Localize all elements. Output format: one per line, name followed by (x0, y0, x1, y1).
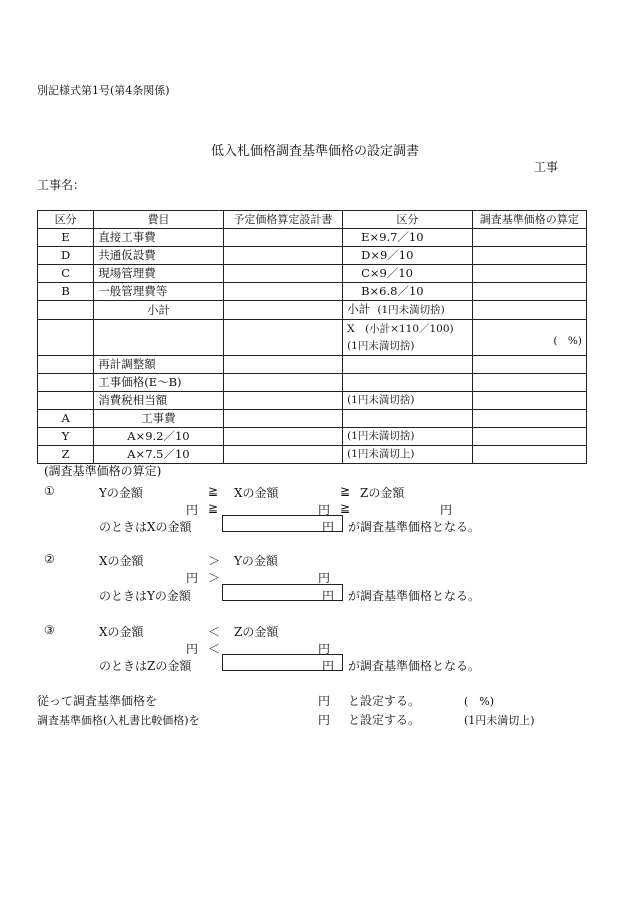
case1-right: Zの金額 (360, 486, 405, 500)
row-himoku: 工事価格(E～B) (94, 374, 223, 392)
case1-mid: Xの金額 (234, 486, 279, 500)
case1-left: Yの金額 (99, 486, 143, 500)
table-row (38, 247, 587, 265)
table-row (38, 265, 587, 283)
row-formula: C×9／10 (343, 265, 472, 283)
row-yotei-cell[interactable] (223, 247, 342, 265)
document-title: 低入札価格調査基準価格の設定調書 (210, 144, 419, 159)
x-percent-note: ( %) (553, 335, 582, 347)
row-kubun (38, 320, 94, 356)
case2-left: Xの金額 (99, 554, 144, 568)
case3-left: Xの金額 (99, 625, 144, 639)
row-yotei-cell[interactable] (223, 374, 342, 392)
row-himoku: 小計 (94, 301, 223, 320)
row-himoku (94, 320, 223, 356)
header-kubun: 区分 (38, 211, 94, 229)
row-calc-cell[interactable] (472, 428, 586, 446)
row-formula: E×9.7／10 (343, 229, 472, 247)
row-yotei-cell[interactable] (223, 229, 342, 247)
case1-yen-c: 円 (440, 503, 453, 517)
table-row (38, 283, 587, 301)
koji-name-label: 工事名： (37, 178, 86, 192)
form-number-label: 別記様式第1号(第4条関係) (37, 84, 170, 97)
case2-mid: Yの金額 (234, 554, 278, 568)
row-kubun: Y (38, 428, 94, 446)
table-row (38, 410, 587, 428)
row-kubun (38, 301, 94, 320)
row-kubun: C (38, 265, 94, 283)
row-himoku: A×7.5／10 (94, 446, 223, 464)
case2-number: ② (44, 552, 55, 566)
table-row (38, 374, 587, 392)
row-kubun: D (38, 247, 94, 265)
row-yotei-cell[interactable] (223, 265, 342, 283)
case2-then-label: のときはYの金額 (99, 589, 191, 603)
row-calc-cell[interactable] (472, 229, 586, 247)
case3-then-label: のときはZの金額 (99, 659, 192, 673)
row-formula: D×9／10 (343, 247, 472, 265)
row-himoku: 工事費 (94, 410, 223, 428)
x-rounding-note: (1円未満切捨) (347, 340, 415, 352)
case1-box-yen: 円 (322, 520, 335, 534)
row-formula (343, 374, 472, 392)
case1-op: ≧ (208, 484, 219, 498)
header-himoku: 費目 (94, 211, 223, 229)
row-himoku: 再計調整額 (94, 356, 223, 374)
case2-box-yen: 円 (322, 589, 335, 603)
row-formula: (1円未満切捨) (343, 428, 472, 446)
case3-yen-a: 円 (186, 642, 199, 656)
subtotal-rounding-note: (1円未満切捨) (377, 304, 445, 316)
case3-mid: Zの金額 (234, 625, 279, 639)
row-formula (343, 320, 472, 356)
row-kubun (38, 374, 94, 392)
table-row (38, 446, 587, 464)
calc-section-title: (調査基準価格の算定) (44, 464, 162, 478)
cost-table (37, 210, 587, 464)
row-kubun: Z (38, 446, 94, 464)
table-row (38, 392, 587, 410)
table-header-row (38, 211, 587, 229)
conclusion-line1-label: 従って調査基準価格を (37, 694, 158, 708)
case2-op-repeat: ＞ (208, 571, 221, 585)
row-kubun: E (38, 229, 94, 247)
case3-op: ＜ (208, 625, 221, 639)
conclusion-line1-note: ( %) (464, 695, 495, 708)
row-himoku: 一般管理費等 (94, 283, 223, 301)
row-formula (343, 356, 472, 374)
conclusion-line1-yen: 円 (318, 694, 331, 708)
case3-number: ③ (44, 623, 55, 637)
case1-number: ① (44, 484, 55, 498)
row-formula: (1円未満切上) (343, 446, 472, 464)
conclusion-line2-label: 調査基準価格(入札書比較価格)を (37, 714, 200, 727)
row-kubun (38, 356, 94, 374)
case1-yen-b: 円 (318, 503, 331, 517)
row-yotei-cell[interactable] (223, 301, 342, 320)
row-calc-cell[interactable] (472, 320, 586, 356)
row-calc-cell[interactable] (472, 301, 586, 320)
conclusion-line2-suffix: と設定する。 (348, 713, 421, 727)
row-yotei-cell[interactable] (223, 410, 342, 428)
header-kubun2: 区分 (343, 211, 472, 229)
conclusion-line2-yen: 円 (318, 713, 331, 727)
row-formula (343, 410, 472, 428)
table-row (38, 229, 587, 247)
case1-yen-a: 円 (186, 503, 199, 517)
row-calc-cell[interactable] (472, 265, 586, 283)
row-calc-cell[interactable] (472, 392, 586, 410)
row-calc-cell[interactable] (472, 446, 586, 464)
row-formula (343, 301, 472, 320)
header-calc: 調査基準価格の算定 (472, 211, 586, 229)
row-calc-cell[interactable] (472, 247, 586, 265)
row-himoku: 消費税相当額 (94, 392, 223, 410)
row-yotei-cell[interactable] (223, 356, 342, 374)
case3-box-yen: 円 (322, 659, 335, 673)
case1-becomes-text: が調査基準価格となる。 (348, 520, 481, 534)
conclusion-line2-note: (1円未満切上) (464, 714, 535, 727)
case2-becomes-text: が調査基準価格となる。 (348, 589, 481, 603)
case3-op-repeat: ＜ (208, 642, 221, 656)
row-yotei-cell[interactable] (223, 283, 342, 301)
table-row (38, 428, 587, 446)
case1-op2-repeat: ≧ (340, 501, 351, 515)
header-yotei: 予定価格算定設計書 (223, 211, 342, 229)
conclusion-line1-suffix: と設定する。 (348, 694, 421, 708)
table-row (38, 356, 587, 374)
case2-yen-b: 円 (318, 571, 331, 585)
row-himoku: 共通仮設費 (94, 247, 223, 265)
row-calc-cell[interactable] (472, 374, 586, 392)
table-row-x (38, 320, 587, 356)
case1-op2: ≧ (340, 484, 351, 498)
subtotal-label: 小計 (347, 302, 371, 316)
case2-yen-a: 円 (186, 571, 199, 585)
row-calc-cell[interactable] (472, 356, 586, 374)
row-formula: B×6.8／10 (343, 283, 472, 301)
case2-op: ＞ (208, 554, 221, 568)
row-himoku: A×9.2／10 (94, 428, 223, 446)
case3-yen-b: 円 (318, 642, 331, 656)
row-himoku: 直接工事費 (94, 229, 223, 247)
row-kubun: B (38, 283, 94, 301)
row-yotei-cell[interactable] (223, 446, 342, 464)
row-himoku: 現場管理費 (94, 265, 223, 283)
row-formula: (1円未満切捨) (343, 392, 472, 410)
table-row-subtotal (38, 301, 587, 320)
x-formula: X (小計×110／100) (347, 323, 454, 335)
case1-then-label: のときはXの金額 (99, 520, 192, 534)
row-kubun (38, 392, 94, 410)
koji-suffix: 工事 (534, 160, 559, 174)
case3-becomes-text: が調査基準価格となる。 (348, 659, 481, 673)
row-calc-cell[interactable] (472, 283, 586, 301)
row-yotei-cell[interactable] (223, 428, 342, 446)
row-calc-cell[interactable] (472, 410, 586, 428)
row-yotei-cell[interactable] (223, 392, 342, 410)
case1-op-repeat: ≧ (208, 501, 219, 515)
row-yotei-cell[interactable] (223, 320, 342, 356)
row-kubun: A (38, 410, 94, 428)
